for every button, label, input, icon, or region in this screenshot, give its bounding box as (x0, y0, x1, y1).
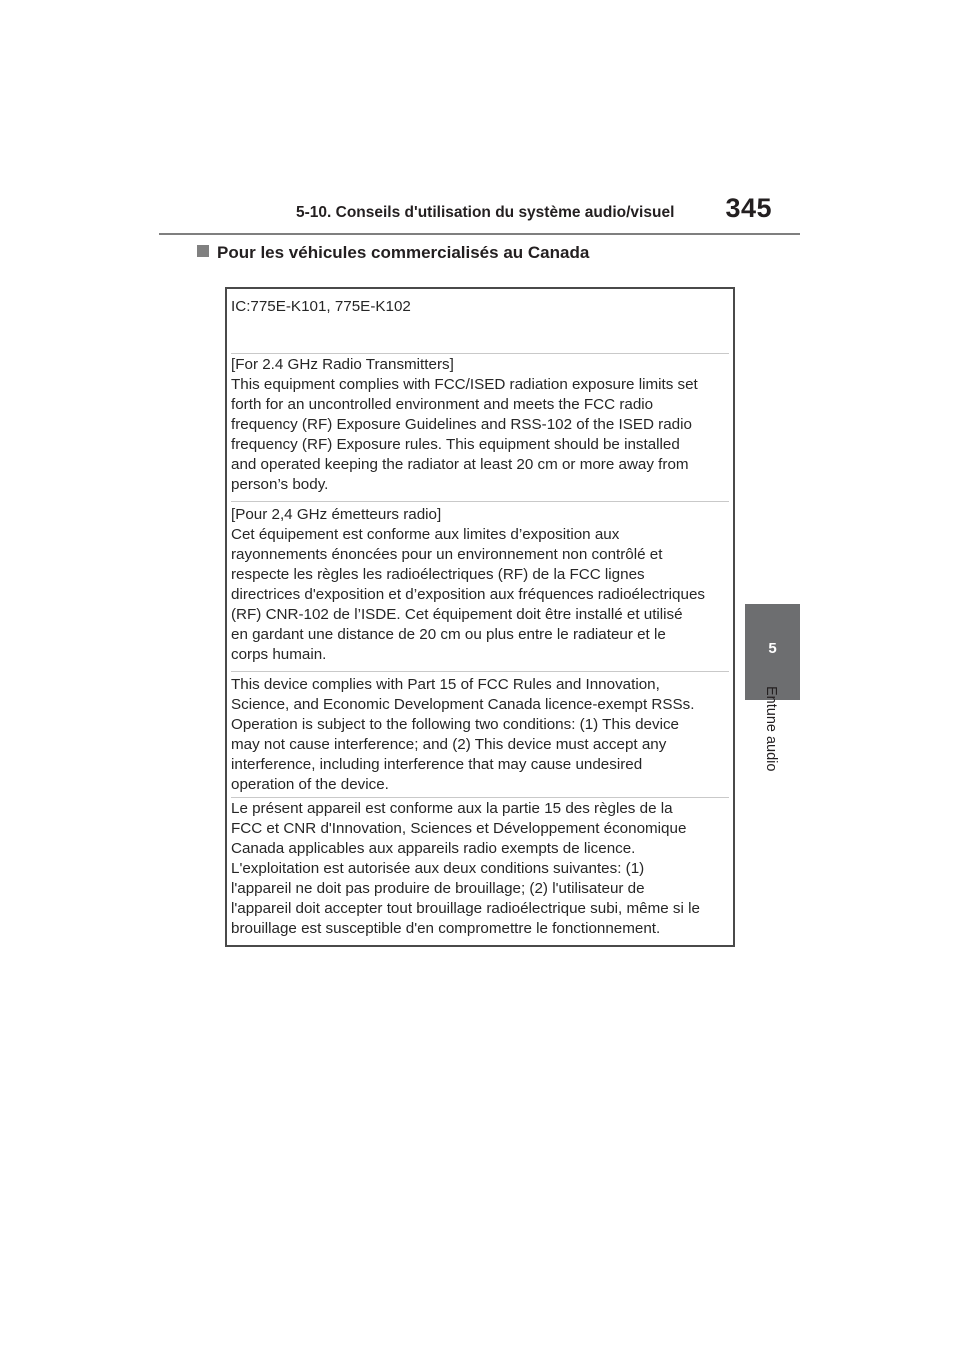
running-header-title: 5-10. Conseils d'utilisation du système audio/visuel (296, 204, 675, 221)
section-heading (197, 243, 797, 263)
notice-line: forth for an uncontrolled environment and meets the FCC radio (231, 396, 654, 413)
notice-line: person’s body. (231, 476, 329, 493)
notice-line: brouillage est susceptible d'en compromettre le fonctionnement. (231, 920, 661, 937)
notice-line: [Pour 2,4 GHz émetteurs radio] (231, 506, 442, 523)
notice-line: rayonnements énoncées pour un environnement non contrôlé et (231, 546, 663, 563)
notice-line: Operation is subject to the following two conditions: (1) This device (231, 716, 679, 733)
notice-line: frequency (RF) Exposure Guidelines and RSS-102 of the ISED radio (231, 416, 692, 433)
notice-line: respecte les règles les radioélectriques (RF) de la FCC lignes (231, 566, 645, 583)
notice-line: l'appareil doit accepter tout brouillage radioélectrique subi, même si le (231, 900, 700, 917)
notice-line: l'appareil ne doit pas produire de brouillage; (2) l'utilisateur de (231, 880, 645, 897)
french-fcc-part15-notice (231, 799, 729, 939)
square-bullet-icon (197, 245, 209, 257)
notice-divider (231, 501, 729, 502)
notice-divider (231, 797, 729, 798)
notice-line: Canada applicables aux appareils radio exempts de licence. (231, 840, 636, 857)
notice-line: This device complies with Part 15 of FCC Rules and Innovation, (231, 676, 660, 693)
english-fcc-part15-notice (231, 675, 729, 795)
notice-line: frequency (RF) Exposure rules. This equipment should be installed (231, 436, 680, 453)
notice-line: corps humain. (231, 646, 327, 663)
notice-line: may not cause interference; and (2) This device must accept any (231, 736, 667, 753)
header-divider (159, 233, 800, 235)
notice-line: directrices d'exposition et d’exposition aux fréquences radioélectriques (231, 586, 705, 603)
notice-line: [For 2.4 GHz Radio Transmitters] (231, 356, 454, 373)
english-rf-exposure-notice (231, 355, 729, 495)
notice-line: FCC et CNR d'Innovation, Sciences et Développement économique (231, 820, 687, 837)
chapter-number: 5 (768, 640, 777, 657)
regulatory-notice-box (225, 287, 735, 947)
notice-line: Cet équipement est conforme aux limites d’exposition aux (231, 526, 620, 543)
page-number: 345 (725, 193, 772, 223)
notice-line: Le présent appareil est conforme aux la partie 15 des règles de la (231, 800, 673, 817)
notice-divider (231, 353, 729, 354)
notice-divider (231, 671, 729, 672)
chapter-label: Entune audio (763, 686, 779, 772)
notice-line: and operated keeping the radiator at least 20 cm or more away from (231, 456, 689, 473)
notice-line: operation of the device. (231, 776, 389, 793)
notice-line: Science, and Economic Development Canada licence-exempt RSSs. (231, 696, 695, 713)
ic-line-text: IC:775E-K101, 775E-K102 (231, 298, 411, 315)
notice-line: (RF) CNR-102 de l’ISDE. Cet équipement doit être installé et utilisé (231, 606, 683, 623)
section-heading-text: Pour les véhicules commercialisés au Canada (217, 243, 590, 262)
french-rf-exposure-notice (231, 505, 729, 665)
notice-line: interference, including interference that may cause undesired (231, 756, 643, 773)
notice-line: This equipment complies with FCC/ISED radiation exposure limits set (231, 376, 698, 393)
notice-line: L'exploitation est autorisée aux deux conditions suivantes: (1) (231, 860, 645, 877)
ic-certification-line (231, 297, 729, 317)
notice-line: en gardant une distance de 20 cm ou plus entre le radiateur et le (231, 626, 666, 643)
